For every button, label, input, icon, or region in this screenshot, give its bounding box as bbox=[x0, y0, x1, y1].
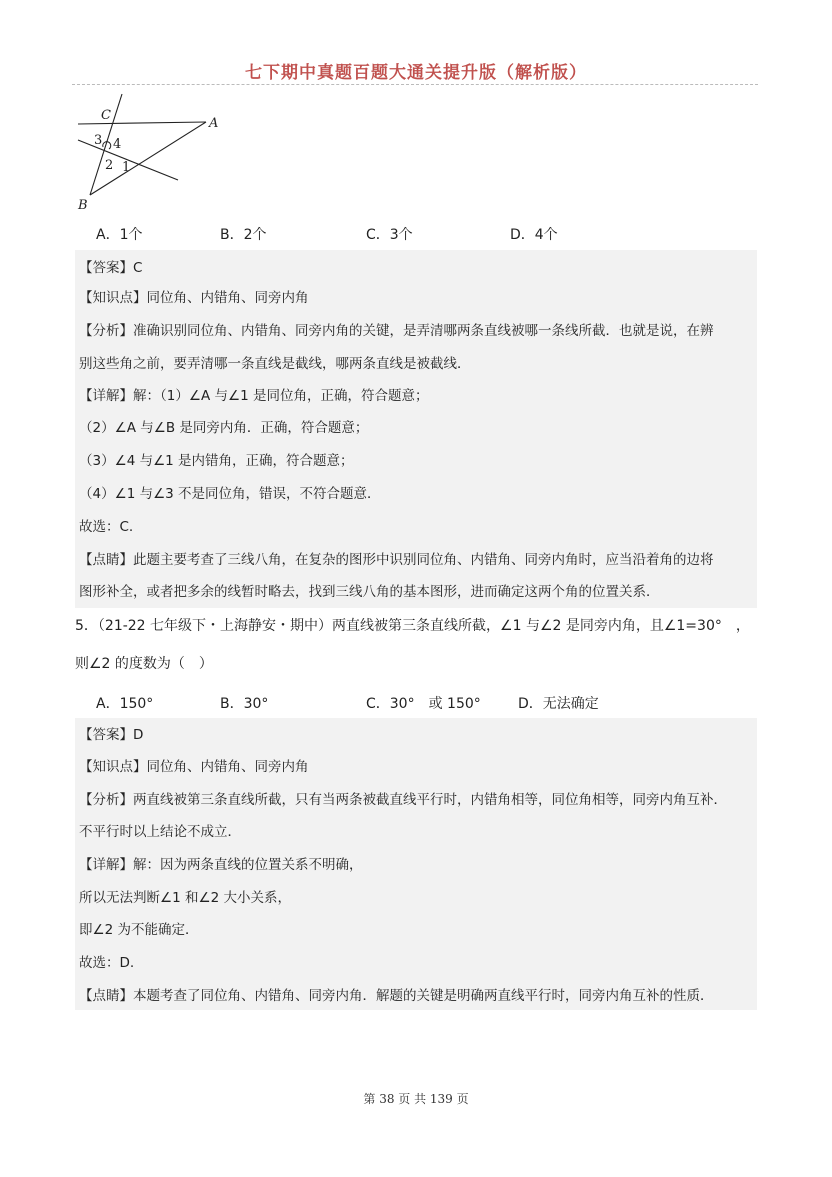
q5-answer: 【答案】D bbox=[79, 727, 144, 743]
q5-analysis-line: 不平行时以上结论不成立． bbox=[79, 824, 241, 840]
q5-detail-line: 故选：D. bbox=[79, 955, 135, 971]
q4-comment-line: 【点睛】此题主要考查了三线八角，在复杂的图形中识别同位角、内错角、同旁内角时，应当沿着角的边将 bbox=[79, 552, 714, 568]
q5-comment: 【点睛】本题考查了同位角、内错角、同旁内角．解题的关键是明确两直线平行时，同旁内角互补的性质． bbox=[79, 988, 714, 1004]
q4-analysis-line: 【分析】准确识别同位角、内错角、同旁内角的关键，是弄清哪两条直线被哪一条线所截．也就是说，在辨 bbox=[79, 323, 714, 339]
q4-detail-line: 故选：C. bbox=[79, 519, 134, 535]
q4-comment-line: 图形补全，或者把多余的线暂时略去，找到三线八角的基本图形，进而确定这两个角的位置关系． bbox=[79, 584, 660, 600]
q4-knowledge: 【知识点】同位角、内错角、同旁内角 bbox=[79, 290, 309, 306]
label-3: 3 bbox=[94, 133, 103, 148]
label-a: A bbox=[209, 116, 219, 131]
page-header-title: 七下期中真题百题大通关提升版（解析版） bbox=[245, 63, 587, 83]
label-b: B bbox=[78, 198, 88, 213]
q5-option-c: C．30° 或 150° bbox=[366, 696, 481, 712]
header-divider bbox=[72, 84, 758, 85]
q5-analysis-line: 【分析】两直线被第三条直线所截，只有当两条被截直线平行时，内错角相等，同位角相等，同旁内角互补． bbox=[79, 792, 727, 808]
q4-detail-line: （4）∠1 与∠3 不是同位角，错误，不符合题意． bbox=[79, 486, 381, 502]
label-2: 2 bbox=[105, 158, 114, 173]
q5-detail-line: 所以无法判断∠1 和∠2 大小关系， bbox=[79, 890, 291, 906]
q5-option-d: D．无法确定 bbox=[518, 696, 599, 712]
q4-answer: 【答案】C bbox=[79, 260, 143, 276]
geometry-svg bbox=[70, 90, 230, 215]
q4-option-b: B．2个 bbox=[220, 227, 267, 243]
line-ca bbox=[78, 122, 206, 124]
label-1: 1 bbox=[122, 160, 131, 175]
q4-option-c: C．3个 bbox=[366, 227, 413, 243]
label-4: 4 bbox=[113, 137, 122, 152]
q5-knowledge: 【知识点】同位角、内错角、同旁内角 bbox=[79, 759, 309, 775]
label-c: C bbox=[101, 108, 111, 123]
q4-option-d: D．4个 bbox=[510, 227, 558, 243]
q4-detail-line: （3）∠4 与∠1 是内错角，正确，符合题意； bbox=[79, 453, 354, 469]
q5-option-a: A．150° bbox=[96, 696, 154, 712]
q4-detail-line: 【详解】解：（1）∠A 与∠1 是同位角，正确，符合题意； bbox=[79, 388, 429, 404]
q5-detail-line: 即∠2 为不能确定． bbox=[79, 922, 199, 938]
q5-detail-line: 【详解】解：因为两条直线的位置关系不明确， bbox=[79, 857, 363, 873]
q5-stem-line: 则∠2 的度数为（ ） bbox=[75, 656, 213, 672]
q5-stem-line: 5．（21-22 七年级下・上海静安・期中）两直线被第三条直线所截，∠1 与∠2 是同旁内角，且∠1=30° ， bbox=[75, 618, 750, 634]
geometry-figure bbox=[70, 90, 230, 215]
q4-detail-line: （2）∠A 与∠B 是同旁内角．正确，符合题意； bbox=[79, 420, 369, 436]
q4-answer-box bbox=[75, 250, 757, 608]
q5-option-b: B．30° bbox=[220, 696, 269, 712]
q5-answer-box bbox=[75, 718, 757, 1010]
q4-option-a: A．1个 bbox=[96, 227, 143, 243]
page-number-footer: 第 38 页 共 139 页 bbox=[363, 1092, 469, 1106]
q4-analysis-line: 别这些角之前，要弄清哪一条直线是截线，哪两条直线是被截线． bbox=[79, 356, 471, 372]
